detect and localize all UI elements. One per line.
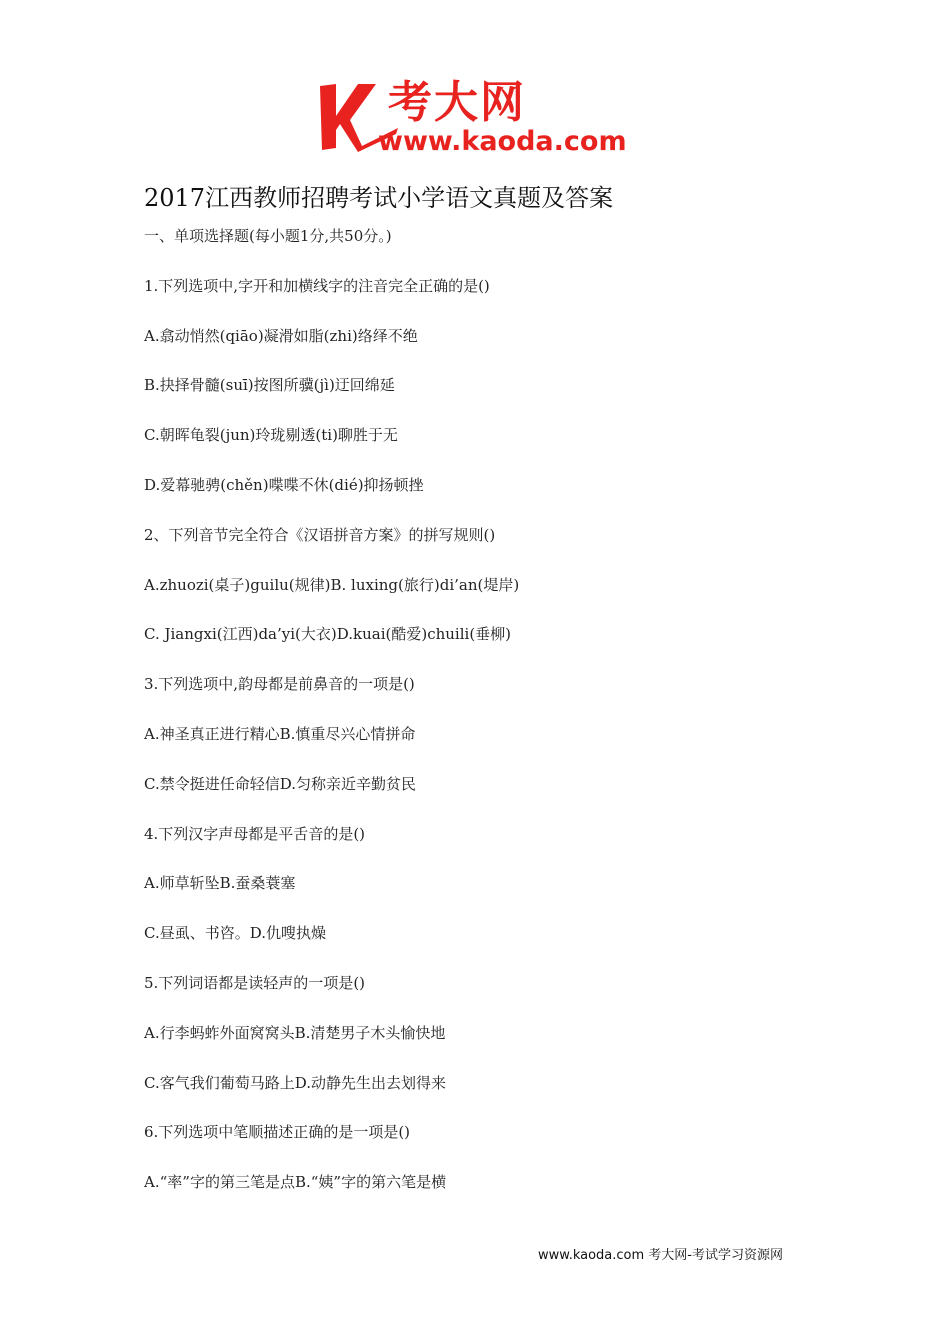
question-4-options-cd: C.昼虱、书咨。D.仇嗖执燥 bbox=[144, 924, 326, 943]
question-5-options-ab: A.行李蚂蚱外面窝窝头B.清楚男子木头愉快地 bbox=[144, 1023, 446, 1042]
kaoda-logo bbox=[318, 77, 640, 162]
question-4-options-ab: A.师草斩坠B.蚕桑蓑塞 bbox=[144, 874, 296, 893]
question-2: 2、下列音节完全符合《汉语拼音方案》的拼写规则() bbox=[144, 525, 496, 544]
question-6: 6.下列选项中笔顺描述正确的是一项是() bbox=[144, 1123, 411, 1142]
question-3-options-ab: A.神圣真正进行精心B.慎重尽兴心情拼命 bbox=[144, 724, 416, 743]
question-4: 4.下列汉字声母都是平舌音的是() bbox=[144, 824, 366, 843]
document-body bbox=[144, 224, 844, 1220]
question-1-option-c: C.朝晖龟裂(jun)玲珑剔透(ti)聊胜于无 bbox=[144, 426, 398, 445]
question-1-option-b: B.抉择骨髓(suī)按图所骥(jì)迂回绵延 bbox=[144, 376, 395, 395]
question-2-options-cd: C. Jiangxi(江西)da’yi(大衣)D.kuai(酷爱)chuili(垂柳) bbox=[144, 625, 512, 644]
question-3: 3.下列选项中,韵母都是前鼻音的一项是() bbox=[144, 675, 415, 694]
logo-url: www.kaoda.com bbox=[378, 126, 627, 157]
question-3-options-cd: C.禁令挺进任命轻信D.匀称亲近辛勤贫民 bbox=[144, 774, 416, 793]
question-1-option-d: D.爱幕驰骋(chěn)喋喋不休(dié)抑扬顿挫 bbox=[144, 475, 424, 494]
question-1-option-a: A.翕动悄然(qiāo)凝滑如脂(zhi)络绎不绝 bbox=[144, 326, 418, 345]
question-5: 5.下列词语都是读轻声的一项是() bbox=[144, 973, 366, 992]
logo-brand-name: 考大网 bbox=[388, 77, 526, 128]
question-5-options-cd: C.客气我们葡萄马路上D.动静先生出去划得来 bbox=[144, 1073, 446, 1092]
document-title: 2017江西教师招聘考试小学语文真题及答案 bbox=[144, 184, 614, 212]
question-2-options-ab: A.zhuozi(桌子)guilu(规律)B. luxing(旅行)di’an(堤岸) bbox=[144, 575, 520, 594]
page-footer: www.kaoda.com 考大网-考试学习资源网 bbox=[538, 1248, 783, 1263]
section-heading: 一、单项选择题(每小题1分,共50分。) bbox=[144, 227, 392, 245]
question-6-options-ab: A.“率”字的第三笔是点B.“姨”字的第六笔是横 bbox=[144, 1173, 447, 1192]
question-1: 1.下列选项中,字开和加横线字的注音完全正确的是() bbox=[144, 276, 490, 295]
